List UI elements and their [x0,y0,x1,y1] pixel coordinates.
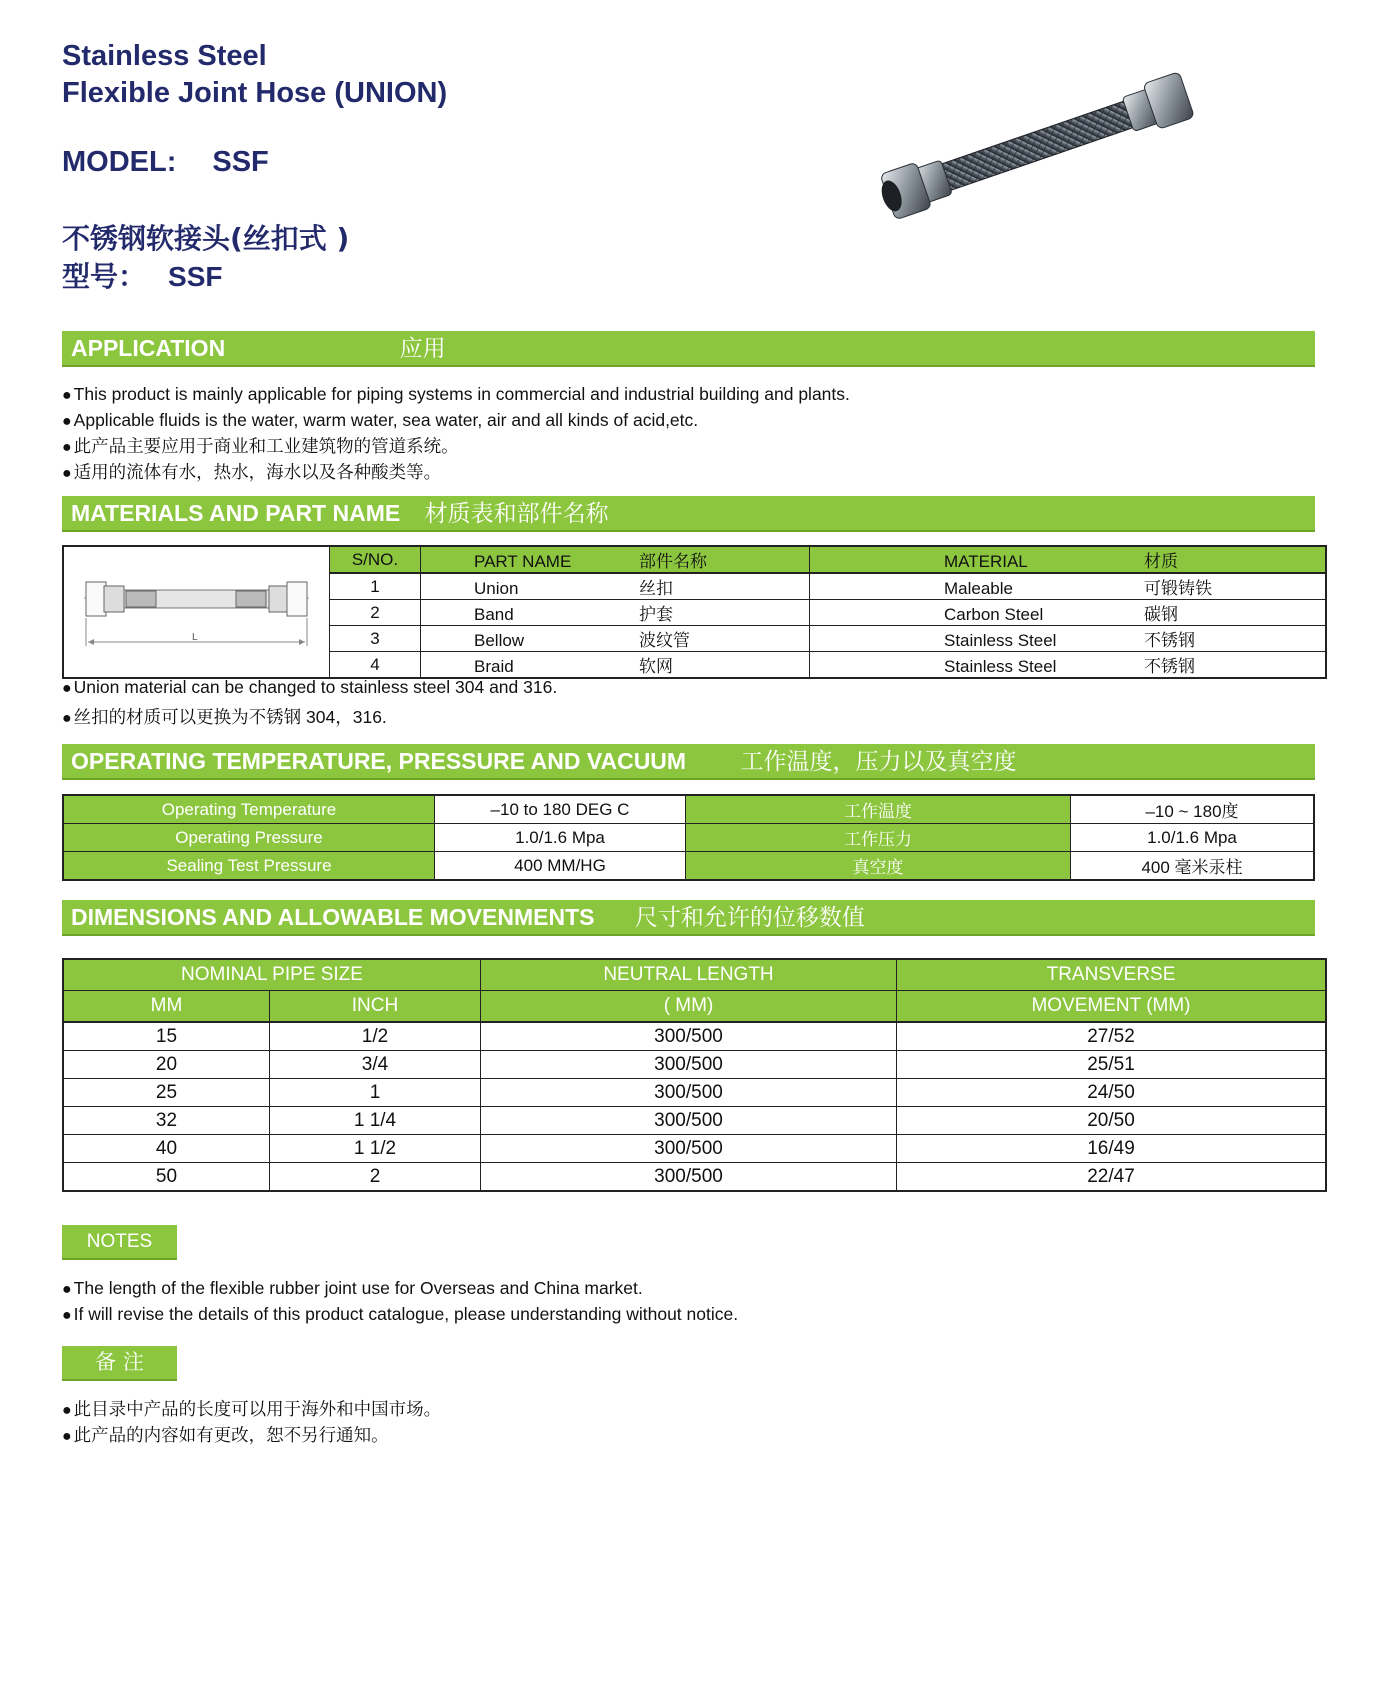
op-label-cn: 工作压力 [686,824,1071,852]
cn-model-label: 型号： [62,260,147,293]
application-bullet: ● 适用的流体有水，热水，海水以及各种酸类等。 [62,460,850,486]
dimension-l-label: L [192,631,198,643]
materials-title-cn: 材质表和部件名称 [424,501,609,527]
cell-mm: 50 [63,1163,270,1192]
cell-mm: 20 [63,1051,270,1079]
row-part-cn: 丝扣 [639,579,673,598]
row-material-cn: 可锻铸铁 [1144,579,1212,598]
col-sno: S/NO. [330,546,421,573]
op-value-cn: –10 ~ 180度 [1071,795,1315,824]
op-value: 1.0/1.6 Mpa [435,824,686,852]
col-part-name-cn: 部件名称 [639,552,707,571]
row-material: Stainless Steel [944,631,1057,650]
row-part: Union [474,579,519,598]
hose-drawing-cell [63,546,330,678]
op-label-cn: 工作温度 [686,795,1071,824]
cell-transverse: 20/50 [897,1107,1327,1135]
notes-tag: NOTES [62,1225,177,1258]
application-title: APPLICATION [71,335,226,361]
title-line-1: Stainless Steel [62,40,267,72]
row-material-cn: 不锈钢 [1144,631,1195,650]
cell-transverse: 22/47 [897,1163,1327,1192]
row-part-cn: 护套 [639,605,673,624]
materials-note: ● Union material can be changed to stainless steel 304 and 316. [62,673,557,703]
cell-length: 300/500 [481,1107,897,1135]
col-neutral-length: NEUTRAL LENGTH [481,959,897,991]
materials-title: MATERIALS AND PART NAME [71,500,401,526]
cell-length: 300/500 [481,1022,897,1051]
hose-technical-drawing [64,554,329,666]
col-material-cn: 材质 [1144,552,1178,571]
materials-table [62,545,1327,679]
model-value: SSF [212,146,269,178]
table-row [63,1135,1326,1163]
operating-title: OPERATING TEMPERATURE, PRESSURE AND VACUUM [71,748,687,774]
table-row [63,1022,1326,1051]
col-nominal-pipe-size: NOMINAL PIPE SIZE [63,959,481,991]
row-sno: 2 [330,600,421,626]
dimensions-title-cn: 尺寸和允许的位移数值 [634,905,865,931]
application-title-cn: 应用 [399,336,446,362]
row-part-cn: 软网 [639,657,673,676]
op-label: Operating Pressure [63,824,435,852]
notes-cn-bullet: ● 此目录中产品的长度可以用于海外和中国市场。 [62,1397,441,1423]
title-line-2: Flexible Joint Hose (UNION) [62,77,448,109]
row-part: Bellow [474,631,525,650]
cell-mm: 40 [63,1135,270,1163]
col-material-en: MATERIAL [944,552,1028,571]
materials-notes [62,673,557,733]
dim-header-row-1 [63,959,1326,991]
product-title [62,38,447,112]
notes-bullet: ● The length of the flexible rubber joint use for Overseas and China market. [62,1276,738,1302]
notes-cn-bullet-list [62,1397,441,1449]
op-value-cn: 400 毫米汞柱 [1071,852,1315,881]
row-material-cn: 不锈钢 [1144,657,1195,676]
op-value-cn: 1.0/1.6 Mpa [1071,824,1315,852]
operating-section-bar [62,744,1315,778]
col-part-name-en: PART NAME [474,552,572,571]
table-row [63,795,1314,824]
application-bullet: ● Applicable fluids is the water, warm water, sea water, air and all kinds of acid,etc. [62,408,850,434]
op-label: Operating Temperature [63,795,435,824]
cell-mm: 25 [63,1079,270,1107]
cell-inch: 1 1/4 [270,1107,481,1135]
application-section-bar [62,331,1315,365]
cell-length: 300/500 [481,1135,897,1163]
cell-mm: 15 [63,1022,270,1051]
row-part: Band [474,605,514,624]
hose-product-image [872,68,1202,228]
cell-length: 300/500 [481,1079,897,1107]
cell-length: 300/500 [481,1163,897,1192]
op-value: 400 MM/HG [435,852,686,881]
notes-bullet: ● If will revise the details of this product catalogue, please understanding without notice. [62,1302,738,1328]
col-mm: MM [63,991,270,1023]
cell-transverse: 27/52 [897,1022,1327,1051]
table-row [63,1079,1326,1107]
cell-inch: 1/2 [270,1022,481,1051]
cell-transverse: 25/51 [897,1051,1327,1079]
application-bullet: ● This product is mainly applicable for piping systems in commercial and industrial building and plants. [62,382,850,408]
cell-inch: 3/4 [270,1051,481,1079]
dimensions-title: DIMENSIONS AND ALLOWABLE MOVENMENTS [71,904,595,930]
operating-table [62,794,1315,881]
row-part: Braid [474,657,514,676]
col-length-unit: ( MM) [481,991,897,1023]
row-sno: 3 [330,626,421,652]
col-movement-unit: MOVEMENT (MM) [897,991,1327,1023]
row-material: Stainless Steel [944,657,1057,676]
col-inch: INCH [270,991,481,1023]
row-material-cn: 碳钢 [1144,605,1178,624]
notes-cn-bullet: ● 此产品的内容如有更改，恕不另行通知。 [62,1423,441,1449]
cell-transverse: 24/50 [897,1079,1327,1107]
materials-header-row [63,546,1326,573]
notes-bullet-list [62,1276,738,1328]
row-material: Maleable [944,579,1013,598]
dimensions-section-bar [62,900,1315,934]
cell-length: 300/500 [481,1051,897,1079]
row-sno: 1 [330,573,421,600]
row-part-cn: 波纹管 [639,631,690,650]
model-label: MODEL: [62,146,177,178]
model-line [62,146,269,179]
table-row [63,1051,1326,1079]
table-row [63,852,1314,881]
cn-title-block [62,220,349,296]
op-label: Sealing Test Pressure [63,852,435,881]
dimensions-table [62,958,1327,1192]
application-bullet-list [62,382,850,486]
cell-inch: 1 [270,1079,481,1107]
cn-title: 不锈钢软接头(丝扣式 ) [62,222,350,255]
col-material [810,546,1327,573]
cn-model-value: SSF [168,261,223,292]
cell-inch: 2 [270,1163,481,1192]
cell-inch: 1 1/2 [270,1135,481,1163]
notes-cn-tag: 备 注 [62,1346,177,1379]
op-label-cn: 真空度 [686,852,1071,881]
materials-section-bar [62,496,1315,530]
col-transverse: TRANSVERSE [897,959,1327,991]
table-row [63,1107,1326,1135]
operating-title-cn: 工作温度，压力以及真空度 [740,749,1017,775]
col-part-name [421,546,810,573]
op-value: –10 to 180 DEG C [435,795,686,824]
row-sno: 4 [330,652,421,679]
materials-note: ● 丝扣的材质可以更换为不锈钢 304，316. [62,703,557,733]
table-row [63,824,1314,852]
table-row [63,1163,1326,1192]
dim-header-row-2 [63,991,1326,1023]
cell-mm: 32 [63,1107,270,1135]
row-material: Carbon Steel [944,605,1044,624]
cell-transverse: 16/49 [897,1135,1327,1163]
application-bullet: ● 此产品主要应用于商业和工业建筑物的管道系统。 [62,434,850,460]
